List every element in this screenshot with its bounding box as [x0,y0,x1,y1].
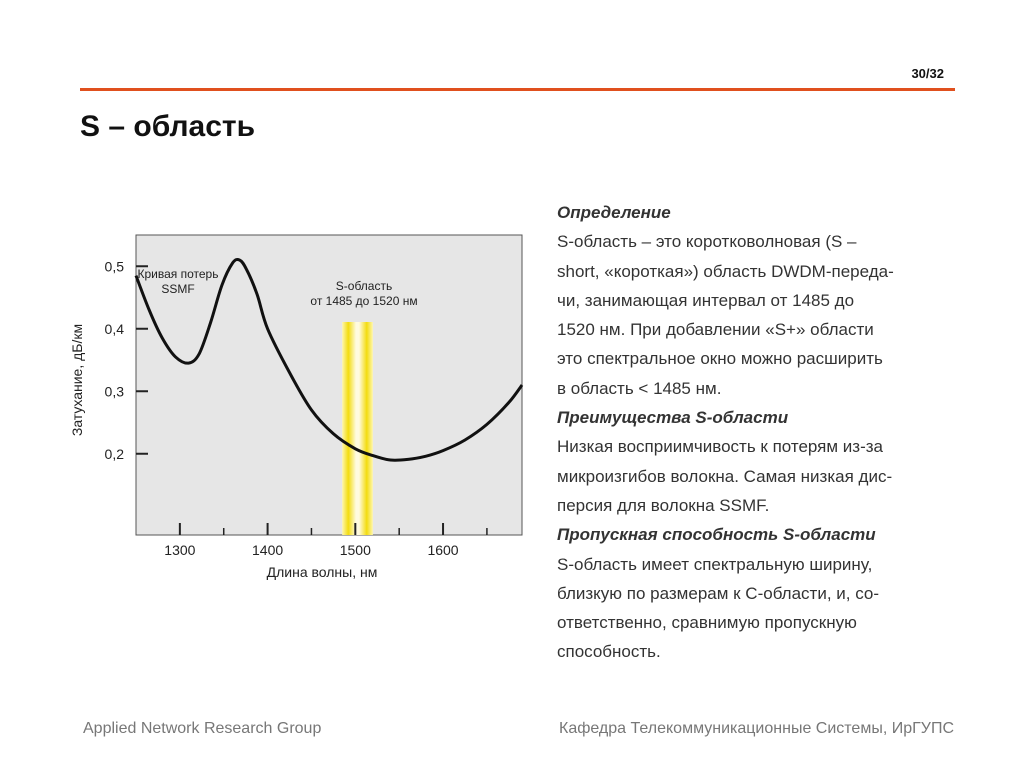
curve-annotation-line1: Кривая потерь [137,267,219,281]
definition-line: short, «короткая») область DWDM-переда- [557,261,894,281]
footer-right: Кафедра Телекоммуникационные Системы, ИрГУПС [559,720,954,737]
attenuation-chart [60,225,540,595]
y-tick-label: 0,5 [104,258,124,275]
y-tick-label: 0,3 [104,383,124,400]
capacity-line: ответственно, сравнимую пропускную [557,613,857,633]
title-rule [80,88,955,91]
chart-svg [60,225,540,595]
y-tick-label: 0,4 [104,320,124,337]
capacity-heading: Пропускная способность S-области [557,525,876,545]
definition-line: S-область – это коротковолновая (S – [557,232,857,252]
footer-left: Applied Network Research Group [83,720,322,737]
x-tick-label: 1500 [339,542,371,558]
capacity-line: способность. [557,642,661,662]
definition-line: в область < 1485 нм. [557,378,722,398]
advantages-heading: Преимущества S-области [557,408,789,428]
curve-annotation-line2: SSMF [161,282,195,296]
text-column [557,198,977,667]
definition-line: это спектральное окно можно расширить [557,349,883,369]
x-tick-label: 1400 [252,542,284,558]
capacity-line: S-область имеет спектральную ширину, [557,554,873,574]
advantages-line: Низкая восприимчивость к потерям из-за [557,437,883,457]
page-number: 30/32 [911,66,944,81]
definition-line: 1520 нм. При добавлении «S+» области [557,320,874,340]
slide-title: S – область [80,110,256,143]
s-band [342,322,373,535]
y-axis-label: Затухание, дБ/км [69,323,85,437]
x-tick-label: 1300 [164,542,196,558]
band-annotation-line2: от 1485 до 1520 нм [310,294,418,308]
advantages-line: микроизгибов волокна. Самая низкая дис- [557,466,893,486]
band-annotation-line1: S-область [335,279,393,293]
capacity-line: близкую по размерам к С-области, и, со- [557,583,880,603]
x-axis-label: Длина волны, нм [266,564,378,580]
y-tick-label: 0,2 [104,445,124,462]
advantages-line: персия для волокна SSMF. [557,495,770,515]
definition-heading: Определение [557,203,671,222]
definition-line: чи, занимающая интервал от 1485 до [557,290,855,310]
x-tick-label: 1600 [427,542,459,558]
